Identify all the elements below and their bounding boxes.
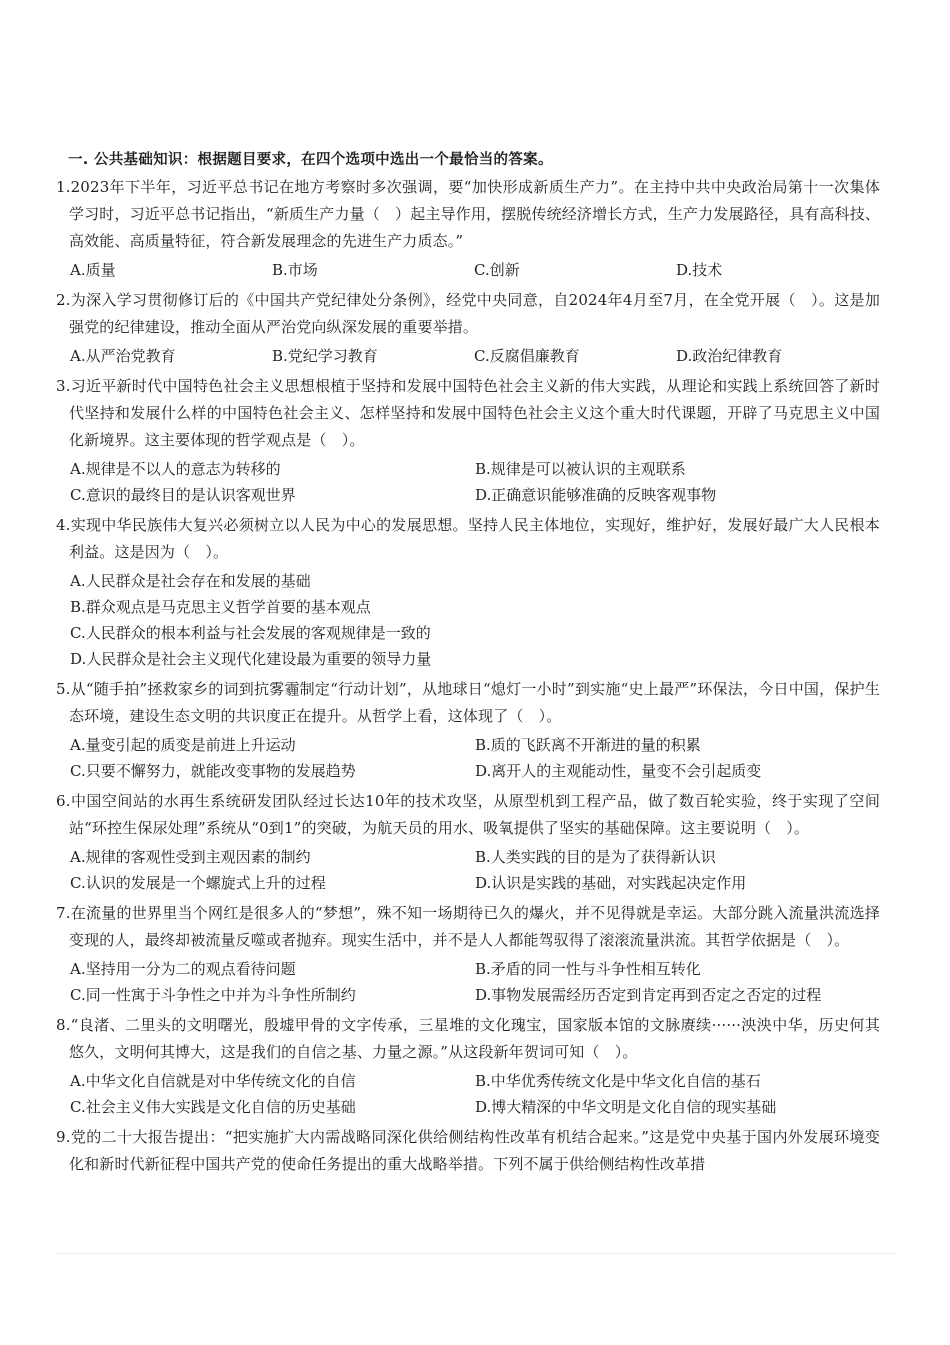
option-d: D.博大精深的中华文明是文化自信的现实基础	[475, 1098, 777, 1116]
option-group	[56, 1068, 880, 1120]
question-8	[56, 1012, 880, 1120]
option-group	[56, 257, 880, 283]
option-d: D.离开人的主观能动性，量变不会引起质变	[475, 762, 762, 780]
question-stem: 5.从“随手拍”拯救家乡的词到抗雾霾制定“行动计划”，从地球日“熄灯一小时”到实施“史上最严”环保法，今日中国，保护生态环境，建设生态文明的共识度正在提升。从哲学上看，这体现了（ ）。	[56, 680, 880, 725]
option-b: B.人类实践的目的是为了获得新认识	[475, 848, 716, 866]
option-d: D.正确意识能够准确的反映客观事物	[475, 486, 717, 504]
option-a: A.人民群众是社会存在和发展的基础	[70, 572, 311, 590]
question-stem: 3.习近平新时代中国特色社会主义思想根植于坚持和发展中国特色社会主义新的伟大实践，从理论和实践上系统回答了新时代坚持和发展什么样的中国特色社会主义、怎样坚持和发展中国特色社会主义这个重大时代课题，开辟了马克思主义中国化新境界。这主要体现的哲学观点是（ ）。	[56, 377, 880, 449]
question-4	[56, 512, 880, 672]
option-c: C.人民群众的根本利益与社会发展的客观规律是一致的	[70, 624, 431, 642]
option-a: A.质量	[70, 261, 116, 279]
option-c: C.反腐倡廉教育	[474, 347, 580, 365]
option-b: B.党纪学习教育	[272, 347, 378, 365]
section-title: 一. 公共基础知识：根据题目要求，在四个选项中选出一个最恰当的答案。	[68, 152, 553, 168]
question-9	[56, 1124, 880, 1178]
option-a: A.量变引起的质变是前进上升运动	[70, 736, 296, 754]
option-group	[56, 343, 880, 369]
option-b: B.群众观点是马克思主义哲学首要的基本观点	[70, 598, 371, 616]
question-stem: 4.实现中华民族伟大复兴必须树立以人民为中心的发展思想。坚持人民主体地位，实现好，维护好，发展好最广大人民根本利益。这是因为（ ）。	[56, 516, 880, 561]
option-group	[56, 732, 880, 784]
option-c: C.同一性寓于斗争性之中并为斗争性所制约	[70, 986, 356, 1004]
option-group	[56, 456, 880, 508]
footer-divider	[56, 1253, 896, 1254]
question-7	[56, 900, 880, 1008]
option-c: C.只要不懈努力，就能改变事物的发展趋势	[70, 762, 356, 780]
option-b: B.质的飞跃离不开渐进的量的积累	[475, 736, 701, 754]
option-a: A.中华文化自信就是对中华传统文化的自信	[70, 1072, 356, 1090]
option-c: C.认识的发展是一个螺旋式上升的过程	[70, 874, 326, 892]
option-b: B.规律是可以被认识的主观联系	[475, 460, 686, 478]
option-b: B.矛盾的同一性与斗争性相互转化	[475, 960, 701, 978]
option-group	[56, 568, 880, 672]
question-stem: 1.2023年下半年，习近平总书记在地方考察时多次强调，要“加快形成新质生产力”。在主持中共中央政治局第十一次集体学习时，习近平总书记指出，“新质生产力量（ ）起主导作用，摆脱传统经济增长方式，生产力发展路径，具有高科技、高效能、高质量特征，符合新发展理念的先进生产力质态。”	[56, 178, 880, 250]
option-group	[56, 844, 880, 896]
question-3	[56, 373, 880, 508]
question-stem: 6.中国空间站的水再生系统研发团队经过长达10年的技术攻坚，从原型机到工程产品，做了数百轮实验，终于实现了空间站“环控生保尿处理”系统从“0到1”的突破，为航天员的用水、吸氧提供了坚实的基础保障。这主要说明（ ）。	[56, 792, 880, 837]
question-list	[56, 174, 880, 1178]
question-1	[56, 174, 880, 283]
question-stem: 9.党的二十大报告提出：“把实施扩大内需战略同深化供给侧结构性改革有机结合起来。”这是党中央基于国内外发展环境变化和新时代新征程中国共产党的使命任务提出的重大战略举措。下列不属于供给侧结构性改革措	[56, 1128, 880, 1173]
option-d: D.认识是实践的基础，对实践起决定作用	[475, 874, 747, 892]
option-d: D.政治纪律教育	[676, 347, 783, 365]
question-stem: 7.在流量的世界里当个网红是很多人的“梦想”，殊不知一场期待已久的爆火，并不见得就是幸运。大部分跳入流量洪流选择变现的人，最终却被流量反噬或者抛弃。现实生活中，并不是人人都能驾驭得了滚滚流量洪流。其哲学依据是（ ）。	[56, 904, 880, 949]
question-stem: 8.“良渚、二里头的文明曙光，殷墟甲骨的文字传承，三星堆的文化瑰宝，国家版本馆的文脉赓续······泱泱中华，历史何其悠久，文明何其博大，这是我们的自信之基、力量之源。”从这段新年贺词可知（ ）。	[56, 1016, 880, 1061]
question-5	[56, 676, 880, 784]
option-b: B.市场	[272, 261, 318, 279]
option-d: D.事物发展需经历否定到肯定再到否定之否定的过程	[475, 986, 822, 1004]
option-d: D.人民群众是社会主义现代化建设最为重要的领导力量	[70, 650, 432, 668]
option-a: A.坚持用一分为二的观点看待问题	[70, 960, 296, 978]
option-c: C.意识的最终目的是认识客观世界	[70, 486, 296, 504]
option-c: C.创新	[474, 261, 520, 279]
option-a: A.从严治党教育	[70, 347, 176, 365]
question-2	[56, 287, 880, 369]
option-group	[56, 956, 880, 1008]
question-stem: 2.为深入学习贯彻修订后的《中国共产党纪律处分条例》，经党中央同意，自2024年4月至7月，在全党开展（ ）。这是加强党的纪律建设，推动全面从严治党向纵深发展的重要举措。	[56, 291, 880, 336]
option-b: B.中华优秀传统文化是中华文化自信的基石	[475, 1072, 761, 1090]
question-6	[56, 788, 880, 896]
option-a: A.规律的客观性受到主观因素的制约	[70, 848, 311, 866]
option-c: C.社会主义伟大实践是文化自信的历史基础	[70, 1098, 356, 1116]
option-a: A.规律是不以人的意志为转移的	[70, 460, 281, 478]
option-d: D.技术	[676, 261, 723, 279]
